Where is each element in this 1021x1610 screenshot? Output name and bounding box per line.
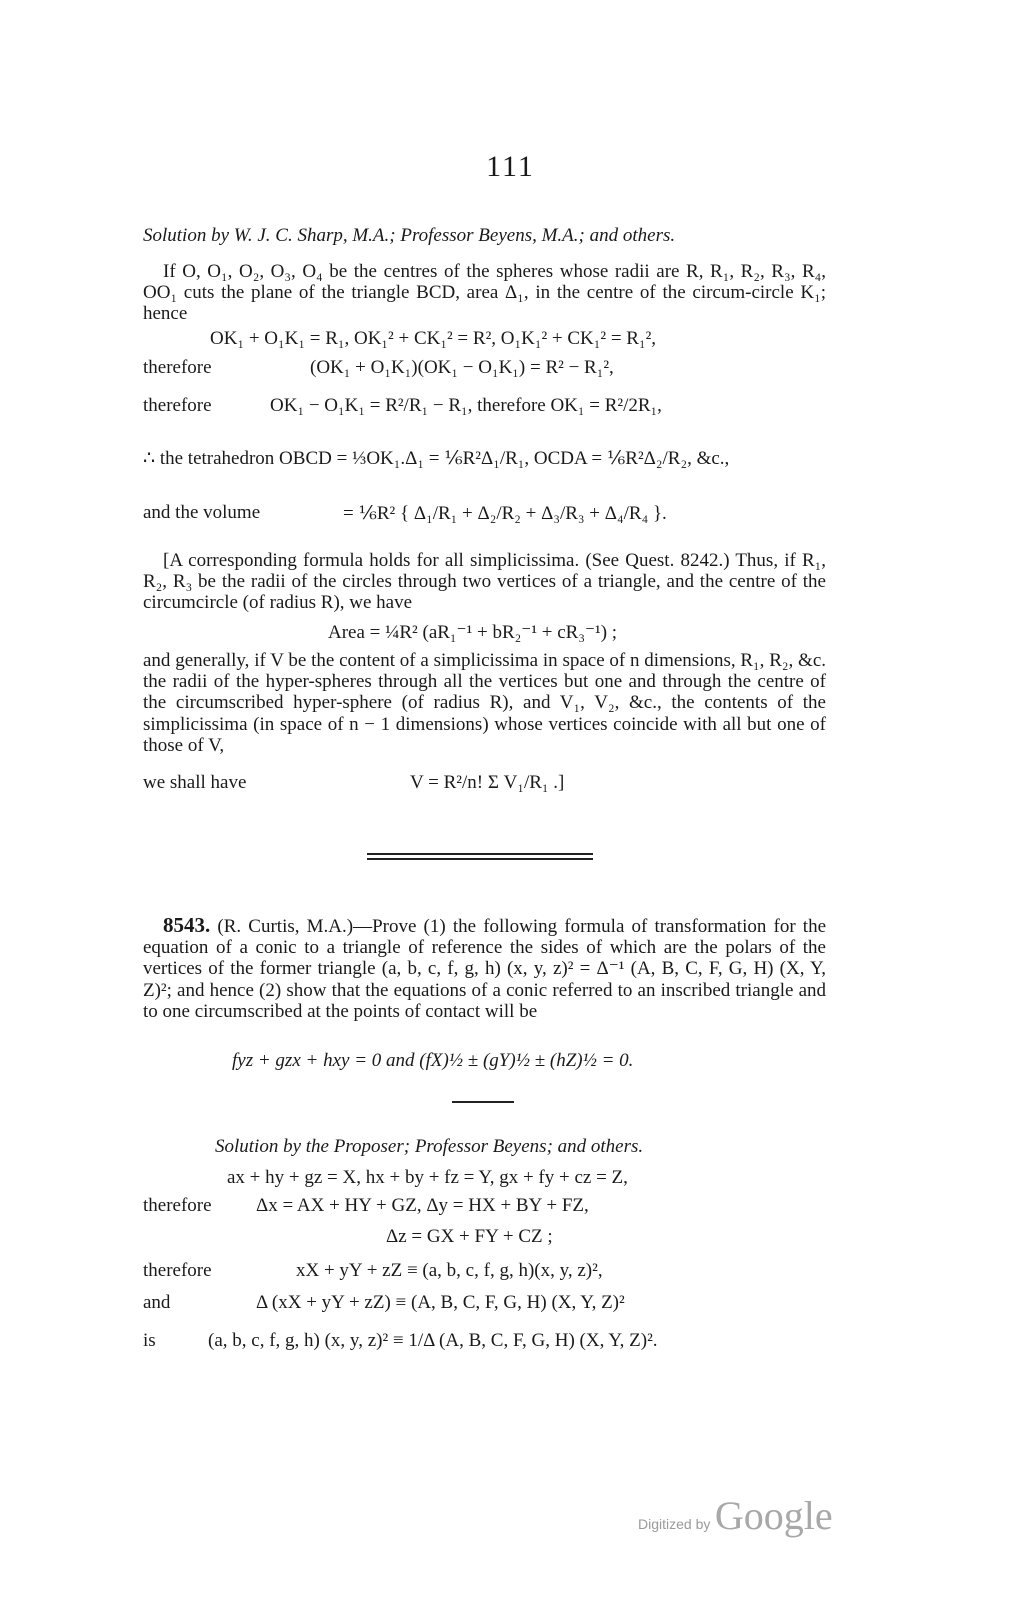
page-number: 111 (486, 150, 535, 183)
equation: Δx = AX + HY + GZ, Δy = HX + BY + FZ, (256, 1195, 589, 1216)
question-number: 8543. (163, 913, 211, 937)
equation-label: is (143, 1330, 156, 1351)
equation: = ⅙R² { Δ₁/R₁ + Δ₂/R₂ + Δ₃/R₃ + Δ₄/R₄ }. (343, 503, 667, 524)
equation: (OK₁ + O₁K₁)(OK₁ − O₁K₁) = R² − R₁², (310, 357, 614, 378)
equation: xX + yY + zZ ≡ (a, b, c, f, g, h)(x, y, z)², (296, 1260, 603, 1281)
equation: ∴ the tetrahedron OBCD = ⅓OK₁.Δ₁ = ⅙R²Δ₁/R₁, OCDA = ⅙R²Δ₂/R₂, &c., (143, 448, 730, 469)
separator-rule (367, 858, 593, 860)
bracket-paragraph: and generally, if V be the content of a simplicissima in space of n dimensions, R₁, R₂, &c. the radii of the hyper-spheres through all the vertices but one and through the centre of the circumscribed hyper-sphere (of radius R), and V₁, V₂, &c., the contents of the simplicissima (in space of n − 1 dimensions) whose vertices coincide with all but one of those of V, (143, 650, 826, 756)
equation: Area = ¼R² (aR₁⁻¹ + bR₂⁻¹ + cR₃⁻¹) ; (328, 622, 618, 643)
equation: Δ (xX + yY + zZ) ≡ (A, B, C, F, G, H) (X, Y, Z)² (256, 1292, 625, 1313)
equation-label: therefore (143, 395, 212, 416)
equation-label: therefore (143, 1195, 212, 1216)
google-watermark (638, 1492, 833, 1539)
equation: OK₁ − O₁K₁ = R²/R₁ − R₁, therefore OK₁ = R²/2R₁, (270, 395, 662, 416)
solution-heading: Solution by W. J. C. Sharp, M.A.; Professor Beyens, M.A.; and others. (143, 225, 676, 246)
question-text: (R. Curtis, M.A.)—Prove (1) the following formula of transformation for the equation of a conic to a triangle of reference the sides of which are the polars of the vertices of the former triangle (a, b, c, f, g, h) (x, y, z)² = Δ⁻¹ (A, B, C, F, G, H) (X, Y, Z)²; and hence (2) show that the equations of a conic referred to an inscribed triangle and to one circumscribed at the points of contact will be (143, 916, 827, 1022)
equation: OK₁ + O₁K₁ = R₁, OK₁² + CK₁² = R², O₁K₁² + CK₁² = R₁², (210, 328, 657, 349)
equation-label: therefore (143, 357, 212, 378)
separator-rule (367, 853, 593, 855)
equation: fyz + gzx + hxy = 0 and (fX)½ ± (gY)½ ± (hZ)½ = 0. (232, 1050, 634, 1071)
solution-paragraph: If O, O₁, O₂, O₃, O₄ be the centres of the spheres whose radii are R, R₁, R₂, R₃, R₄, OO₁ cuts the plane of the triangle BCD, area Δ₁, in the centre of the circum-circle K₁; hence (143, 261, 826, 325)
equation: V = R²/n! Σ V₁/R₁ .] (410, 772, 565, 793)
google-logo: Google (714, 1493, 833, 1538)
equation-label: we shall have (143, 772, 247, 793)
bracket-paragraph: [A corresponding formula holds for all simplicissima. (See Quest. 8242.) Thus, if R₁, R₂, R₃ be the radii of the circles through two vertices of a triangle, and the centre of the circumcircle (of radius R), we have (143, 550, 826, 614)
solution-heading: Solution by the Proposer; Professor Beyens; and others. (215, 1136, 644, 1157)
equation: ax + hy + gz = X, hx + by + fz = Y, gx + fy + cz = Z, (227, 1167, 628, 1188)
watermark-prefix: Digitized by (638, 1516, 711, 1532)
equation-label: and the volume (143, 502, 261, 523)
equation: (a, b, c, f, g, h) (x, y, z)² ≡ 1/Δ (A, B, C, F, G, H) (X, Y, Z)². (208, 1330, 658, 1351)
equation-label: and (143, 1292, 171, 1313)
question-paragraph (143, 915, 826, 1022)
equation-label: therefore (143, 1260, 212, 1281)
short-rule (452, 1101, 514, 1103)
equation: Δz = GX + FY + CZ ; (386, 1226, 553, 1247)
